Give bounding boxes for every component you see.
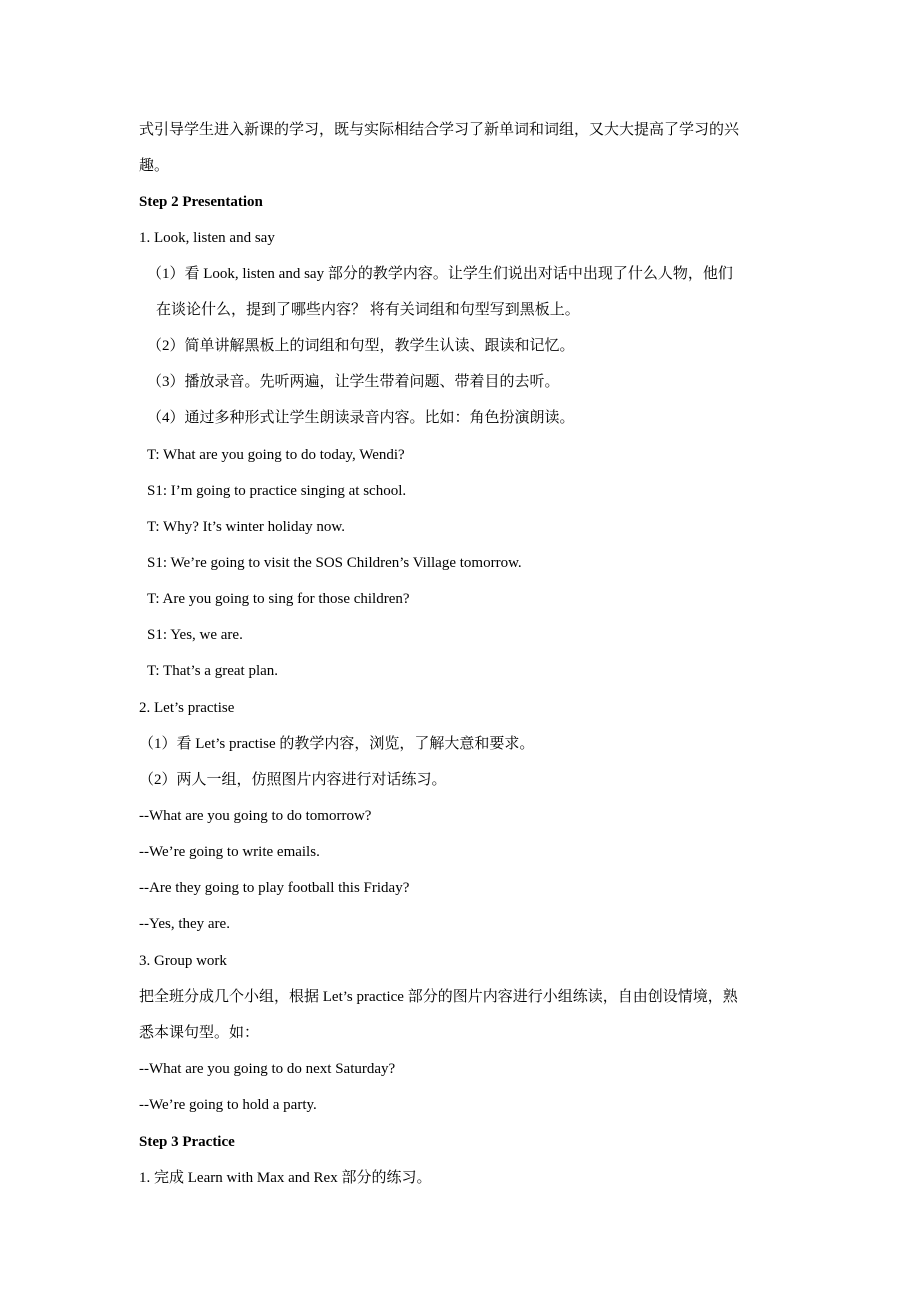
dialogue-line: --What are you going to do tomorrow?	[139, 808, 372, 824]
dialogue-line: T: That’s a great plan.	[147, 663, 279, 679]
dialogue-line: --What are you going to do next Saturday?	[139, 1061, 396, 1077]
dialogue-line: T: Are you going to sing for those children?	[147, 591, 410, 607]
instruction-4: （4）通过多种形式让学生朗读录音内容。比如：角色扮演朗读。	[147, 410, 575, 426]
subheading-lets-practise: 2. Let’s practise	[139, 700, 235, 716]
practise-instruction-1: （1）看 Let’s practise 的教学内容，浏览，了解大意和要求。	[139, 736, 535, 752]
paragraph-intro-line-2: 趣。	[139, 158, 170, 174]
practice-item-1: 1. 完成 Learn with Max and Rex 部分的练习。	[139, 1170, 432, 1186]
dialogue-line: S1: I’m going to practice singing at school.	[147, 483, 407, 499]
heading-step-3-practice: Step 3 Practice	[139, 1134, 235, 1150]
subheading-group-work: 3. Group work	[139, 953, 227, 969]
dialogue-line: T: What are you going to do today, Wendi?	[147, 447, 405, 463]
group-work-line-2: 悉本课句型。如：	[139, 1025, 260, 1041]
dialogue-line: T: Why? It’s winter holiday now.	[147, 519, 345, 535]
dialogue-line: --Yes, they are.	[139, 916, 230, 932]
dialogue-line: S1: We’re going to visit the SOS Children’s Village tomorrow.	[147, 555, 522, 571]
dialogue-line: S1: Yes, we are.	[147, 627, 243, 643]
heading-step-2-presentation: Step 2 Presentation	[139, 194, 263, 210]
paragraph-intro-line-1: 式引导学生进入新课的学习，既与实际相结合学习了新单词和词组，又大大提高了学习的兴	[139, 122, 740, 138]
practise-instruction-2: （2）两人一组，仿照图片内容进行对话练习。	[139, 772, 447, 788]
dialogue-line: --We’re going to hold a party.	[139, 1097, 317, 1113]
group-work-line-1: 把全班分成几个小组，根据 Let’s practice 部分的图片内容进行小组练读，自由创设情境，熟	[139, 989, 738, 1005]
instruction-1-line-2: 在谈论什么，提到了哪些内容？ 将有关词组和句型写到黑板上。	[156, 302, 580, 318]
dialogue-line: --We’re going to write emails.	[139, 844, 320, 860]
subheading-look-listen-say: 1. Look, listen and say	[139, 230, 275, 246]
instruction-1-line-1: （1）看 Look, listen and say 部分的教学内容。让学生们说出对话中出现了什么人物，他们	[147, 266, 733, 282]
instruction-3: （3）播放录音。先听两遍，让学生带着问题、带着目的去听。	[147, 374, 560, 390]
dialogue-line: --Are they going to play football this Friday?	[139, 880, 410, 896]
instruction-2: （2）简单讲解黑板上的词组和句型，教学生认读、跟读和记忆。	[147, 338, 575, 354]
